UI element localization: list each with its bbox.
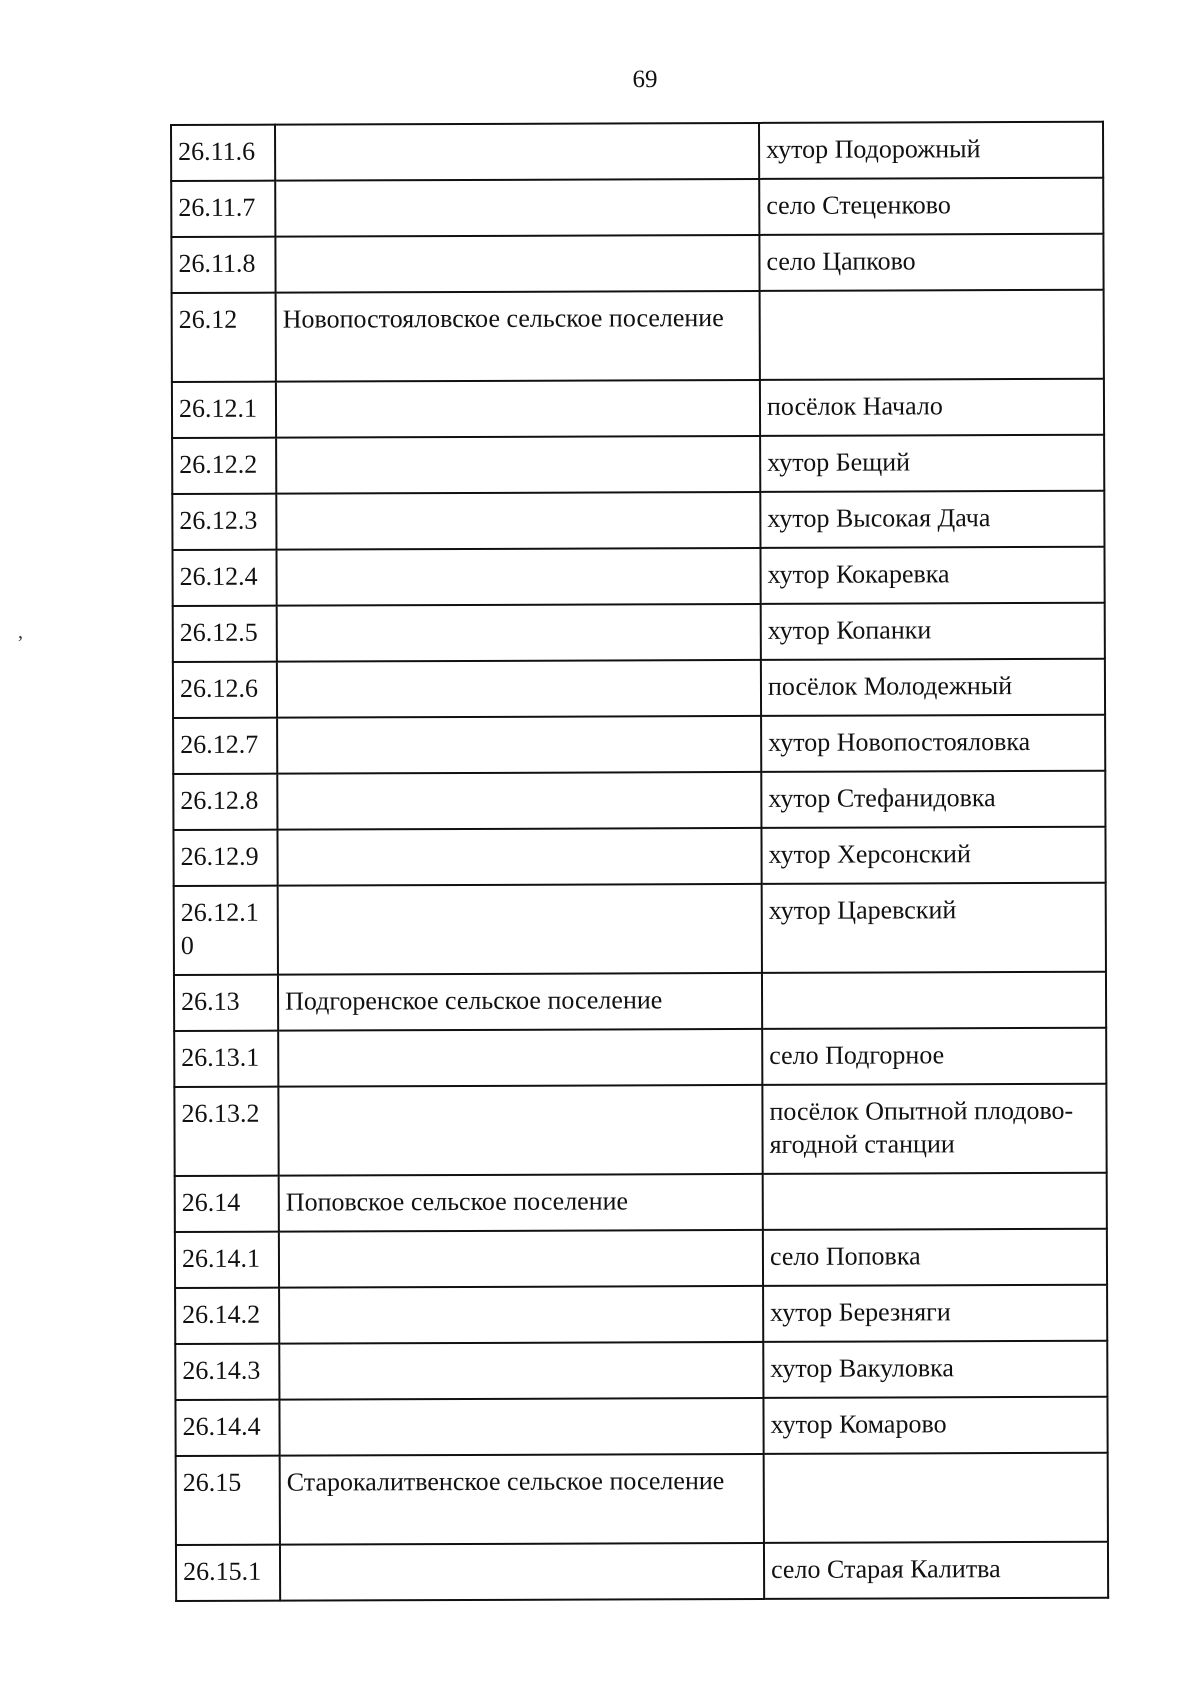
- row-place: село Поповка: [763, 1229, 1107, 1286]
- table-row: [173, 771, 1105, 830]
- table-row: [172, 379, 1104, 438]
- row-settlement: [276, 548, 760, 606]
- row-place: хутор Копанки: [761, 603, 1105, 660]
- row-code: 26.14.2: [175, 1288, 279, 1344]
- row-settlement: [276, 492, 760, 550]
- row-place: [763, 1173, 1107, 1230]
- row-settlement: Старокалитвенское сельское поселение: [280, 1454, 764, 1545]
- table-row: [173, 659, 1105, 718]
- row-place: посёлок Молодежный: [761, 659, 1105, 716]
- row-settlement: [278, 1085, 762, 1176]
- row-place: хутор Подорожный: [759, 122, 1103, 179]
- row-code: 26.12.6: [173, 662, 277, 718]
- row-code: 26.12.2: [172, 438, 276, 494]
- table-row: [172, 435, 1104, 494]
- row-settlement: [277, 660, 761, 718]
- row-code: 26.12.9: [173, 830, 277, 886]
- row-place: хутор Березняги: [763, 1285, 1107, 1342]
- table-row: [174, 1084, 1106, 1176]
- row-settlement: [279, 1398, 763, 1456]
- scan-mark: ,: [18, 621, 23, 643]
- table-row: [172, 491, 1104, 550]
- row-settlement: [279, 1230, 763, 1288]
- row-code: 26.14: [175, 1176, 279, 1232]
- row-code: 26.15: [176, 1456, 280, 1545]
- row-code: 26.12.5: [173, 606, 277, 662]
- row-code: 26.15.1: [176, 1545, 280, 1601]
- row-settlement: [279, 1286, 763, 1344]
- table-row: [171, 122, 1103, 181]
- row-code: 26.11.6: [171, 125, 275, 181]
- table-row: [171, 234, 1103, 293]
- row-settlement: [277, 604, 761, 662]
- row-place: [764, 1453, 1108, 1543]
- row-place: хутор Комарово: [763, 1397, 1107, 1454]
- row-settlement: Новопостояловское сельское поселение: [276, 291, 760, 382]
- row-code: 26.12.8: [173, 774, 277, 830]
- row-code: 26.12.3: [172, 494, 276, 550]
- table-row: [174, 883, 1106, 975]
- row-place: село Стеценково: [759, 178, 1103, 235]
- row-place: село Старая Калитва: [764, 1542, 1108, 1599]
- row-place: хутор Новопостояловка: [761, 715, 1105, 772]
- row-settlement: [278, 884, 762, 975]
- row-code: 26.14.1: [175, 1232, 279, 1288]
- row-settlement: [276, 436, 760, 494]
- row-settlement: [278, 1029, 762, 1087]
- row-settlement: [275, 123, 759, 181]
- row-place: посёлок Начало: [760, 379, 1104, 436]
- row-place: посёлок Опытной плодово-ягодной станции: [762, 1084, 1106, 1174]
- row-place: село Подгорное: [762, 1028, 1106, 1085]
- row-code: 26.14.3: [175, 1344, 279, 1400]
- settlements-table: [170, 121, 1109, 1602]
- table-row: [176, 1453, 1108, 1545]
- row-place: село Цапково: [759, 234, 1103, 291]
- row-code: 26.12.10: [174, 886, 278, 975]
- row-place: хутор Стефанидовка: [761, 771, 1105, 828]
- table-row: [174, 1028, 1106, 1087]
- row-settlement: [279, 1342, 763, 1400]
- row-place: хутор Кокаревка: [760, 547, 1104, 604]
- row-code: 26.11.8: [171, 237, 275, 293]
- row-code: 26.13: [174, 975, 278, 1031]
- table-row: [175, 1397, 1107, 1456]
- row-code: 26.14.4: [175, 1400, 279, 1456]
- table-row: [175, 1341, 1107, 1400]
- table-row: [176, 1542, 1108, 1601]
- row-settlement: Подгоренское сельское поселение: [278, 973, 762, 1031]
- row-settlement: [276, 380, 760, 438]
- row-code: 26.11.7: [171, 181, 275, 237]
- row-place: хутор Вакуловка: [763, 1341, 1107, 1398]
- table-row: [173, 603, 1105, 662]
- row-code: 26.12.7: [173, 718, 277, 774]
- row-code: 26.13.2: [174, 1087, 278, 1176]
- page-number: 69: [632, 66, 658, 93]
- table-row: [171, 178, 1103, 237]
- table-row: [172, 547, 1104, 606]
- row-code: 26.12: [172, 293, 276, 382]
- table-row: [172, 290, 1104, 382]
- row-settlement: [275, 179, 759, 237]
- row-place: хутор Царевский: [762, 883, 1106, 973]
- table-row: [175, 1229, 1107, 1288]
- row-settlement: [277, 772, 761, 830]
- row-settlement: [277, 716, 761, 774]
- row-settlement: [277, 828, 761, 886]
- table-row: [175, 1285, 1107, 1344]
- row-settlement: [280, 1543, 764, 1601]
- table-row: [175, 1173, 1107, 1232]
- row-place: хутор Высокая Дача: [760, 491, 1104, 548]
- row-place: хутор Бещий: [760, 435, 1104, 492]
- row-code: 26.12.1: [172, 382, 276, 438]
- row-place: [762, 972, 1106, 1029]
- row-code: 26.13.1: [174, 1031, 278, 1087]
- row-code: 26.12.4: [172, 550, 276, 606]
- table-row: [174, 972, 1106, 1031]
- row-place: [760, 290, 1104, 380]
- row-settlement: Поповское сельское поселение: [279, 1174, 763, 1232]
- table-row: [173, 827, 1105, 886]
- row-place: хутор Херсонский: [761, 827, 1105, 884]
- row-settlement: [275, 235, 759, 293]
- table-row: [173, 715, 1105, 774]
